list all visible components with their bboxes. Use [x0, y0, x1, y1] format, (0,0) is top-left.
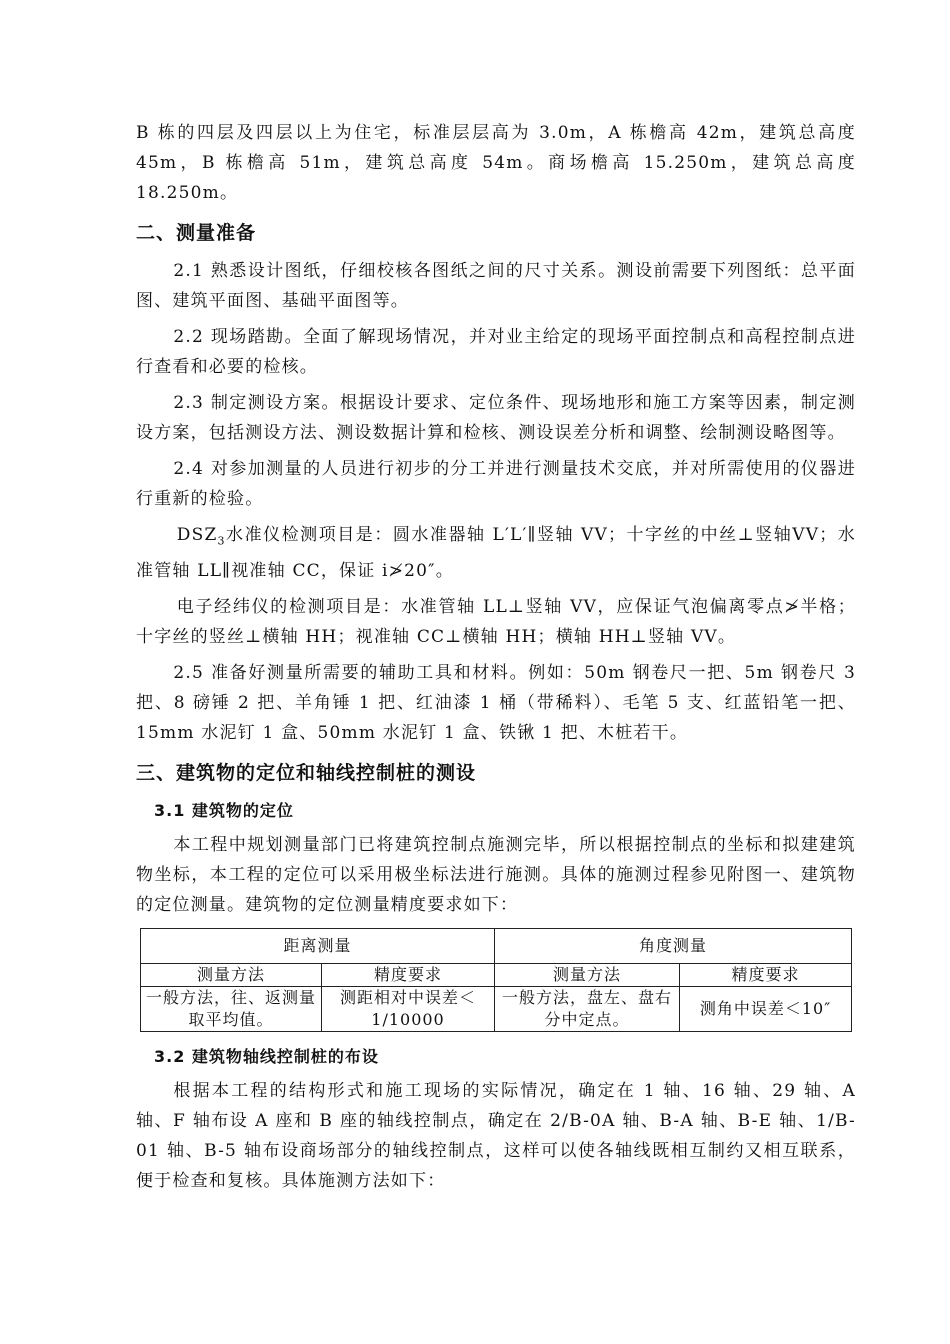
table-col-precision-distance: 精度要求: [322, 964, 495, 987]
section-title-survey-preparation: 二、测量准备: [136, 222, 257, 244]
paragraph-3-1: 本工程中规划测量部门已将建筑控制点施测完毕，所以根据控制点的坐标和拟建建筑物坐标，本工程的定位可以采用极坐标法进行施测。具体的施测过程参见附图一、建筑物的定位测量。建筑物的定位测量精度要求如下：: [136, 835, 856, 916]
subsection-title-3-1: 3.1 建筑物的定位: [154, 801, 294, 821]
table-cell-angle-precision: 测角中误差＜10″: [680, 987, 852, 1032]
paragraph-2-5: 2.5 准备好测量所需要的辅助工具和材料。例如：50m 钢卷尺一把、5m 钢卷尺 3 把、8 磅锤 2 把、羊角锤 1 把、红油漆 1 桶（带稀料）、毛笔 5 支、红蓝铅笔一把、15mm 水泥钉 1 盒、50mm 水泥钉 1 盒、铁锹 1 把、木桩若干。: [136, 663, 856, 744]
paragraph-building-heights: B 栋的四层及四层以上为住宅，标准层层高为 3.0m，A 栋檐高 42m，建筑总高度45m，B 栋檐高 51m，建筑总高度 54m。商场檐高 15.250m，建筑总高度18.250m。: [136, 123, 856, 203]
paragraph-3-2: 根据本工程的结构形式和施工现场的实际情况，确定在 1 轴、16 轴、29 轴、A 轴、F 轴布设 A 座和 B 座的轴线控制点，确定在 2/B-0A 轴、B-A 轴、B-E 轴、1/B-01 轴、B-5 轴布设商场部分的轴线控制点，这样可以使各轴线既相互制约又相互联系，便于检查和复核。具体施测方法如下：: [136, 1081, 856, 1192]
table-header-angle: 角度测量: [495, 929, 852, 964]
subsection-title-3-2: 3.2 建筑物轴线控制桩的布设: [154, 1047, 379, 1067]
table-cell-angle-method: 一般方法，盘左、盘右分中定点。: [495, 987, 680, 1032]
table-col-precision-angle: 精度要求: [680, 964, 852, 987]
section-title-positioning: 三、建筑物的定位和轴线控制桩的测设: [136, 762, 477, 785]
paragraph-2-3: 2.3 制定测设方案。根据设计要求、定位条件、现场地形和施工方案等因素，制定测设方案，包括测设方法、测设数据计算和检核、测设误差分析和调整、绘制测设略图等。: [136, 393, 856, 443]
table-header-distance: 距离测量: [141, 929, 495, 964]
level-check-text: 水准仪检测项目是：圆水准器轴 L′L′∥竖轴 VV；十字丝的中丝⊥竖轴VV；水准管轴 LL∥视准轴 CC，保证 i≯20″。: [136, 525, 856, 582]
table-col-method-distance: 测量方法: [141, 964, 322, 987]
table-col-method-angle: 测量方法: [495, 964, 680, 987]
paragraph-level-check: [136, 520, 856, 586]
table-cell-distance-method: 一般方法，往、返测量取平均值。: [141, 987, 322, 1032]
paragraph-2-4: 2.4 对参加测量的人员进行初步的分工并进行测量技术交底，并对所需使用的仪器进行重新的检验。: [136, 459, 856, 509]
paragraph-theodolite-check: 电子经纬仪的检测项目是：水准管轴 LL⊥竖轴 VV，应保证气泡偏离零点≯半格；十字丝的竖丝⊥横轴 HH；视准轴 CC⊥横轴 HH；横轴 HH⊥竖轴 VV。: [136, 597, 856, 648]
level-model-prefix: DSZ: [176, 525, 218, 545]
level-model-subscript: 3: [217, 534, 226, 548]
paragraph-2-1: 2.1 熟悉设计图纸，仔细校核各图纸之间的尺寸关系。测设前需要下列图纸：总平面图、建筑平面图、基础平面图等。: [136, 261, 856, 311]
precision-table: [140, 928, 852, 1032]
document-page: [136, 118, 856, 1196]
paragraph-2-2: 2.2 现场踏勘。全面了解现场情况，并对业主给定的现场平面控制点和高程控制点进行查看和必要的检核。: [136, 327, 856, 377]
table-cell-distance-precision: 测距相对中误差＜1/10000: [322, 987, 495, 1032]
